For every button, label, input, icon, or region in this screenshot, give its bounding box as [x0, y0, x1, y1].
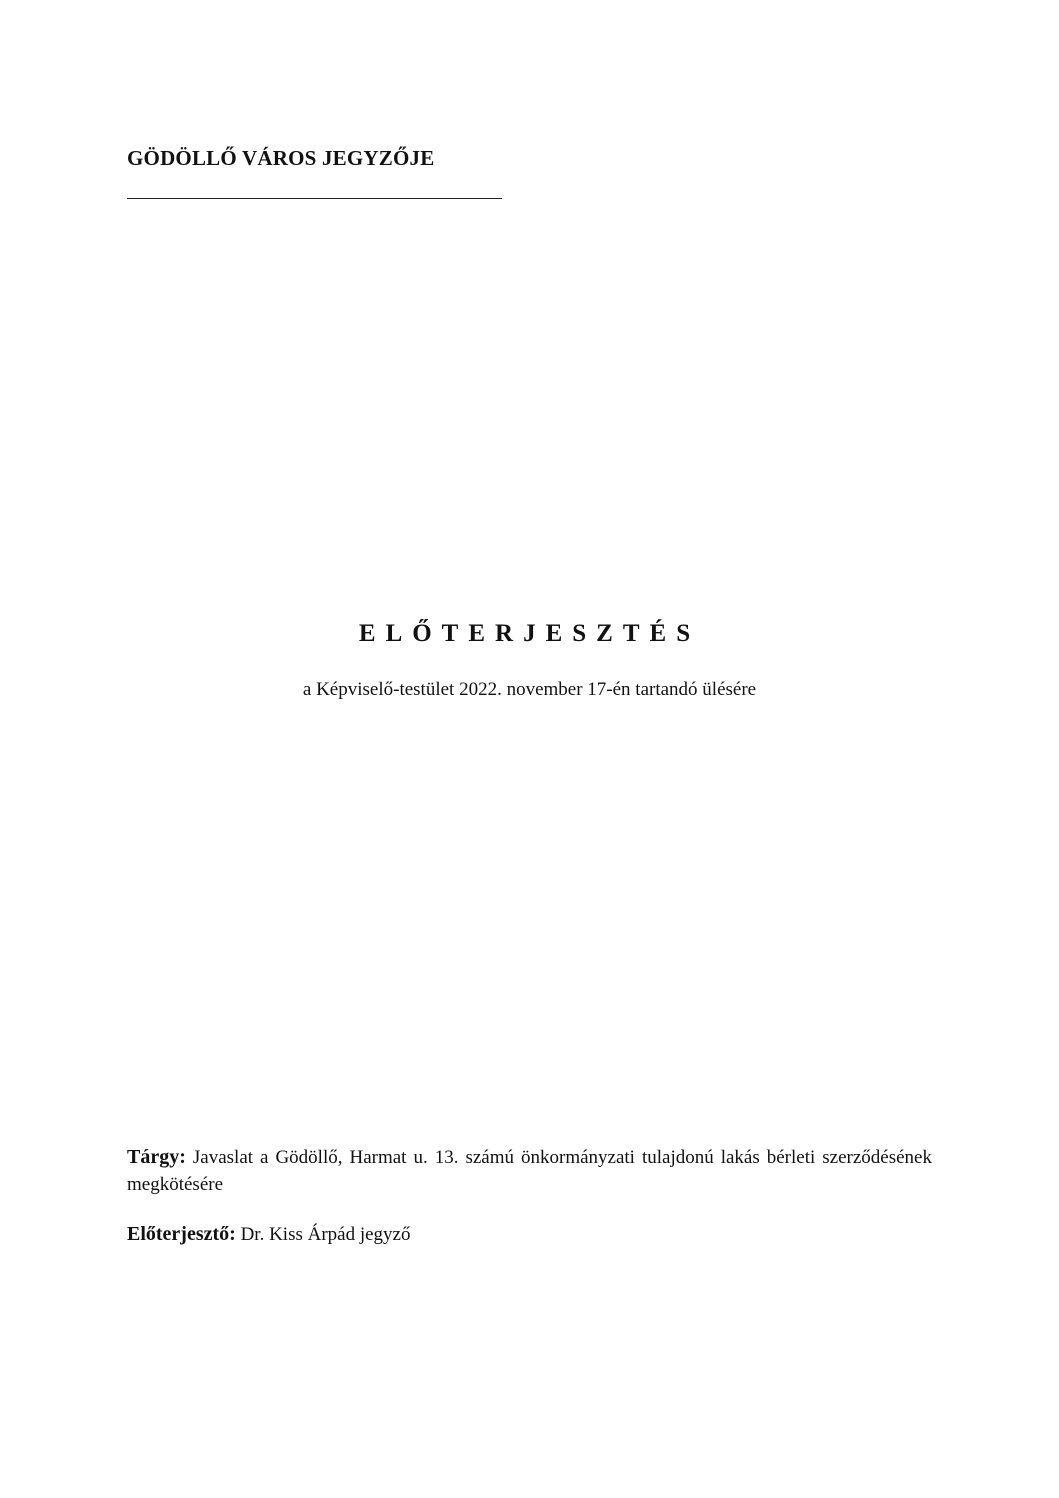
- subject-text: Javaslat a Gödöllő, Harmat u. 13. számú önkormányzati tulajdonú lakás bérleti szerződésének megkötésére: [127, 1147, 932, 1195]
- presenter-name: Dr. Kiss Árpád jegyző: [240, 1224, 411, 1245]
- header-divider: [127, 198, 502, 199]
- subject-label: Tárgy:: [127, 1146, 186, 1168]
- document-title: ELŐTERJESZTÉS: [358, 620, 701, 647]
- subject-paragraph: [127, 1144, 932, 1198]
- presenter-label: Előterjesztő:: [127, 1223, 236, 1245]
- document-subtitle: a Képviselő-testület 2022. november 17-én tartandó ülésére: [302, 679, 757, 700]
- issuer-heading: GÖDÖLLŐ VÁROS JEGYZŐJE: [127, 146, 435, 170]
- presenter-line: [127, 1223, 411, 1246]
